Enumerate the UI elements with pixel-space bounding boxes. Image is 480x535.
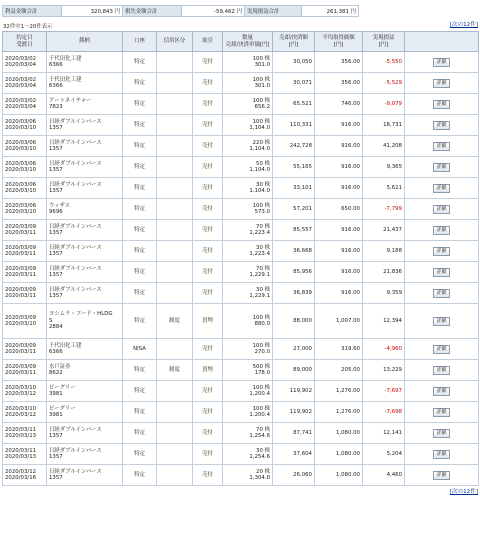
detail-button[interactable]: 詳細 [433,100,449,109]
account-type: 特定 [123,52,157,73]
table-row [3,465,479,486]
margin-type [157,115,193,136]
account-type: 特定 [123,262,157,283]
margin-type [157,136,193,157]
account-type: NISA [123,339,157,360]
trade-history-table [2,31,479,486]
trade-type: 売付 [193,94,223,115]
detail-button[interactable]: 詳細 [433,121,449,130]
quantity-price: 70 株 1,223.4 [223,220,273,241]
avg-cost: 319.60 [315,339,363,360]
quantity-price: 70 株 1,229.1 [223,262,273,283]
realized-pl: 9,365 [363,157,405,178]
margin-type: 制度 [157,304,193,339]
trade-dates: 2020/03/02 2020/03/04 [3,73,47,94]
realized-pl: -5,529 [363,73,405,94]
trade-type: 買埋 [193,304,223,339]
trade-type: 売付 [193,199,223,220]
detail-button[interactable]: 詳細 [433,366,449,375]
trade-type: 売付 [193,423,223,444]
realized-pl: 12,141 [363,423,405,444]
header-trade: 取引 [193,32,223,52]
sale-amount: 85,956 [273,262,315,283]
stock-name: 千代田化工建 6366 [47,52,123,73]
margin-type [157,52,193,73]
account-type: 特定 [123,402,157,423]
detail-button[interactable]: 詳細 [433,142,449,151]
margin-type [157,283,193,304]
loss-total-value: -59,462 円 [182,6,245,17]
margin-type [157,381,193,402]
detail-cell [405,241,479,262]
trade-type: 売付 [193,52,223,73]
quantity-price: 100 株 301.0 [223,52,273,73]
trade-dates: 2020/03/11 2020/03/13 [3,444,47,465]
account-type: 特定 [123,444,157,465]
margin-type [157,339,193,360]
realized-pl: 5,204 [363,444,405,465]
detail-button[interactable]: 詳細 [433,184,449,193]
detail-button[interactable]: 詳細 [433,247,449,256]
detail-cell [405,115,479,136]
trade-type: 売付 [193,444,223,465]
header-avg: 平均取得価額 [円] [315,32,363,52]
margin-type [157,465,193,486]
sale-amount: 27,000 [273,339,315,360]
trade-dates: 2020/03/06 2020/03/10 [3,178,47,199]
avg-cost: 916.00 [315,262,363,283]
trade-dates: 2020/03/10 2020/03/12 [3,381,47,402]
quantity-price: 220 株 1,104.0 [223,136,273,157]
detail-button[interactable]: 詳細 [433,408,449,417]
margin-type [157,157,193,178]
header-pl: 実現損益 [円] [363,32,405,52]
detail-cell [405,465,479,486]
trade-type: 売付 [193,339,223,360]
account-type: 特定 [123,73,157,94]
trade-type: 売付 [193,262,223,283]
stock-name: 日経ダブルインバース 1357 [47,262,123,283]
detail-cell [405,304,479,339]
table-row [3,115,479,136]
detail-button[interactable]: 詳細 [433,58,449,67]
table-row [3,199,479,220]
account-type: 特定 [123,94,157,115]
detail-button[interactable]: 詳細 [433,345,449,354]
header-date: 約定日 受渡日 [3,32,47,52]
quantity-price: 100 株 1,200.4 [223,381,273,402]
header-account: 口座 [123,32,157,52]
quantity-price: 100 株 270.0 [223,339,273,360]
profit-total-label: 利益金額合計 [3,6,62,17]
avg-cost: 356.00 [315,73,363,94]
detail-cell [405,220,479,241]
trade-type: 売付 [193,381,223,402]
sale-amount: 26,060 [273,465,315,486]
account-type: 特定 [123,304,157,339]
sale-amount: 89,000 [273,360,315,381]
detail-cell [405,283,479,304]
avg-cost: 1,080.00 [315,423,363,444]
header-name: 銘柄 [47,32,123,52]
account-type: 特定 [123,381,157,402]
sale-amount: 33,101 [273,178,315,199]
quantity-price: 30 株 1,104.0 [223,178,273,199]
next-page-link-top[interactable] [450,20,478,28]
quantity-price: 100 株 880.0 [223,304,273,339]
trade-type: 売付 [193,115,223,136]
avg-cost: 916.00 [315,136,363,157]
stock-name: 日経ダブルインバース 1357 [47,157,123,178]
detail-button[interactable]: 詳細 [433,205,449,214]
trade-dates: 2020/03/09 2020/03/11 [3,262,47,283]
account-type: 特定 [123,423,157,444]
quantity-price: 70 株 1,254.6 [223,423,273,444]
avg-cost: 356.00 [315,52,363,73]
realized-pl: 12,394 [363,304,405,339]
realized-total-label: 実現損益合計 [245,6,302,17]
realized-pl: 9,188 [363,241,405,262]
trade-dates: 2020/03/11 2020/03/13 [3,423,47,444]
sale-amount: 242,728 [273,136,315,157]
trade-type: 買埋 [193,360,223,381]
header-qty: 数量 売却/決済単価[円] [223,32,273,52]
margin-type [157,178,193,199]
trade-dates: 2020/03/02 2020/03/04 [3,52,47,73]
avg-cost: 916.00 [315,283,363,304]
table-row [3,73,479,94]
detail-cell [405,423,479,444]
sale-amount: 30,050 [273,52,315,73]
trade-dates: 2020/03/09 2020/03/11 [3,339,47,360]
sale-amount: 85,557 [273,220,315,241]
detail-cell [405,360,479,381]
account-type: 特定 [123,360,157,381]
stock-name: 日経ダブルインバース 1357 [47,444,123,465]
margin-type [157,73,193,94]
sale-amount: 37,604 [273,444,315,465]
table-row [3,262,479,283]
avg-cost: 1,276.00 [315,381,363,402]
quantity-price: 100 株 1,200.4 [223,402,273,423]
trade-type: 売付 [193,241,223,262]
realized-pl: 5,621 [363,178,405,199]
stock-name: 日経ダブルインバース 1357 [47,178,123,199]
stock-name: ピーグリー 3981 [47,402,123,423]
account-type: 特定 [123,241,157,262]
detail-cell [405,94,479,115]
stock-name: ピーグリー 3981 [47,381,123,402]
avg-cost: 205.00 [315,360,363,381]
stock-name: アートネイチャー 7823 [47,94,123,115]
table-row [3,178,479,199]
realized-pl: -9,079 [363,94,405,115]
header-detail [405,32,479,52]
detail-cell [405,381,479,402]
table-row [3,360,479,381]
pagination-bottom [2,486,478,496]
detail-button[interactable]: 詳細 [433,79,449,88]
stock-name: 日経ダブルインバース 1357 [47,220,123,241]
account-type: 特定 [123,220,157,241]
sale-amount: 119,902 [273,402,315,423]
detail-cell [405,444,479,465]
realized-pl: 21,836 [363,262,405,283]
account-type: 特定 [123,157,157,178]
account-type: 特定 [123,199,157,220]
summary-bar [2,5,359,17]
trade-type: 売付 [193,157,223,178]
sale-amount: 87,741 [273,423,315,444]
trade-dates: 2020/03/06 2020/03/10 [3,199,47,220]
stock-name: 日経ダブルインバース 1357 [47,136,123,157]
margin-type [157,262,193,283]
trade-type: 売付 [193,402,223,423]
realized-pl: 21,437 [363,220,405,241]
account-type: 特定 [123,283,157,304]
detail-cell [405,136,479,157]
realized-total-value: 261,381 円 [302,6,359,17]
header-margin: 信用区分 [157,32,193,52]
trade-dates: 2020/03/09 2020/03/10 [3,304,47,339]
avg-cost: 1,080.00 [315,465,363,486]
margin-type: 制度 [157,360,193,381]
table-row [3,220,479,241]
sale-amount: 36,839 [273,283,315,304]
table-header [3,32,479,52]
trade-dates: 2020/03/06 2020/03/10 [3,136,47,157]
detail-button[interactable]: 詳細 [433,226,449,235]
realized-pl: -7,698 [363,402,405,423]
page [2,5,478,496]
trade-type: 売付 [193,283,223,304]
margin-type [157,94,193,115]
detail-cell [405,402,479,423]
table-row [3,423,479,444]
detail-button[interactable]: 詳細 [433,471,449,480]
margin-type [157,199,193,220]
detail-cell [405,199,479,220]
realized-pl: -5,550 [363,52,405,73]
avg-cost: 1,080.00 [315,444,363,465]
margin-type [157,402,193,423]
avg-cost: 916.00 [315,178,363,199]
table-row [3,339,479,360]
trade-dates: 2020/03/09 2020/03/11 [3,220,47,241]
table-row [3,52,479,73]
avg-cost: 916.00 [315,220,363,241]
profit-total-value: 320,843 円 [62,6,123,17]
detail-button[interactable]: 詳細 [433,387,449,396]
sale-amount: 65,521 [273,94,315,115]
detail-cell [405,157,479,178]
quantity-price: 500 株 178.0 [223,360,273,381]
detail-button[interactable]: 詳細 [433,450,449,459]
avg-cost: 916.00 [315,115,363,136]
stock-name: 千代田化工建 6366 [47,339,123,360]
trade-dates: 2020/03/02 2020/03/04 [3,94,47,115]
margin-type [157,423,193,444]
quantity-price: 20 株 1,304.0 [223,465,273,486]
detail-cell [405,262,479,283]
avg-cost: 1,007.00 [315,304,363,339]
detail-cell [405,52,479,73]
stock-name: 水戸証券 8622 [47,360,123,381]
trade-type: 売付 [193,465,223,486]
stock-name: 日経ダブルインバース 1357 [47,423,123,444]
realized-pl: -7,697 [363,381,405,402]
realized-pl: -7,799 [363,199,405,220]
detail-cell [405,178,479,199]
avg-cost: 650.00 [315,199,363,220]
quantity-price: 30 株 1,223.4 [223,241,273,262]
stock-name: 日経ダブルインバース 1357 [47,465,123,486]
realized-pl: 4,460 [363,465,405,486]
avg-cost: 916.00 [315,157,363,178]
stock-name: 日経ダブルインバース 1357 [47,115,123,136]
stock-name: 千代田化工建 6366 [47,73,123,94]
realized-pl: 9,359 [363,283,405,304]
account-type: 特定 [123,136,157,157]
table-row [3,94,479,115]
trade-dates: 2020/03/09 2020/03/11 [3,360,47,381]
next-page-link-bottom[interactable] [450,487,478,495]
detail-button[interactable]: 詳細 [433,429,449,438]
table-row [3,283,479,304]
margin-type [157,220,193,241]
trade-type: 売付 [193,220,223,241]
margin-type [157,444,193,465]
loss-total-label: 損失金額合計 [123,6,182,17]
header-amount: 売却/決済額 [円] [273,32,315,52]
trade-dates: 2020/03/09 2020/03/11 [3,241,47,262]
quantity-price: 100 株 1,104.0 [223,115,273,136]
trade-dates: 2020/03/12 2020/03/16 [3,465,47,486]
realized-pl: 13,229 [363,360,405,381]
quantity-price: 100 株 656.2 [223,94,273,115]
detail-button[interactable]: 詳細 [433,268,449,277]
result-count: 32件中1〜20件表示 [3,24,53,30]
trade-type: 売付 [193,178,223,199]
realized-pl: 41,208 [363,136,405,157]
quantity-price: 30 株 1,254.6 [223,444,273,465]
stock-name: ウィザス 9696 [47,199,123,220]
table-row [3,381,479,402]
realized-pl: -4,960 [363,339,405,360]
trade-dates: 2020/03/06 2020/03/10 [3,115,47,136]
table-row [3,136,479,157]
stock-name: 日経ダブルインバース 1357 [47,283,123,304]
next-page-text[interactable]: [次の12件] [449,22,478,28]
table-row [3,444,479,465]
next-page-text[interactable]: [次の12件] [449,489,478,495]
quantity-price: 100 株 573.0 [223,199,273,220]
sale-amount: 88,000 [273,304,315,339]
sale-amount: 57,201 [273,199,315,220]
quantity-price: 100 株 301.0 [223,73,273,94]
trade-type: 売付 [193,73,223,94]
table-row [3,304,479,339]
account-type: 特定 [123,465,157,486]
sale-amount: 55,165 [273,157,315,178]
stock-name: ヨシムラ・フード・HLDG S 2884 [47,304,123,339]
sale-amount: 36,668 [273,241,315,262]
realized-pl: 18,731 [363,115,405,136]
detail-cell [405,339,479,360]
avg-cost: 916.00 [315,241,363,262]
detail-button[interactable]: 詳細 [433,317,449,326]
sale-amount: 119,902 [273,381,315,402]
sale-amount: 30,071 [273,73,315,94]
trade-dates: 2020/03/09 2020/03/11 [3,283,47,304]
trade-dates: 2020/03/10 2020/03/12 [3,402,47,423]
avg-cost: 746.00 [315,94,363,115]
detail-cell [405,73,479,94]
trade-dates: 2020/03/06 2020/03/10 [3,157,47,178]
trade-type: 売付 [193,136,223,157]
table-row [3,241,479,262]
quantity-price: 50 株 1,104.0 [223,157,273,178]
avg-cost: 1,276.00 [315,402,363,423]
table-row [3,157,479,178]
pagination-top [2,19,478,31]
table-row [3,402,479,423]
sale-amount: 110,331 [273,115,315,136]
account-type: 特定 [123,115,157,136]
account-type: 特定 [123,178,157,199]
detail-button[interactable]: 詳細 [433,289,449,298]
stock-name: 日経ダブルインバース 1357 [47,241,123,262]
detail-button[interactable]: 詳細 [433,163,449,172]
margin-type [157,241,193,262]
quantity-price: 30 株 1,229.1 [223,283,273,304]
